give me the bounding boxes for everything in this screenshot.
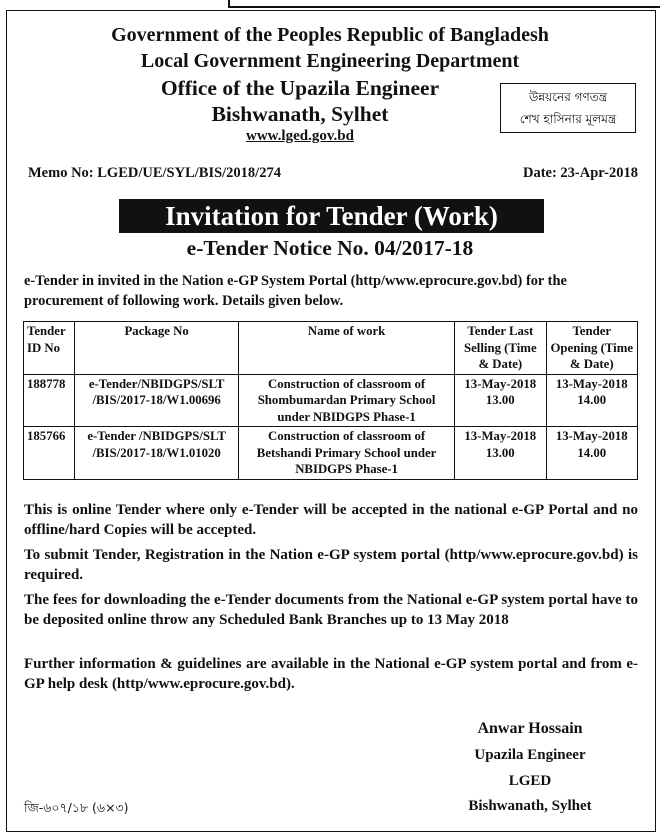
paragraph-fees: The fees for downloading the e-Tender documents from the National e-GP system portal have to be deposited online throw any Scheduled Bank Branches up to 13 May 2018	[24, 592, 638, 628]
notice-date: Date: 23-Apr-2018	[522, 165, 638, 181]
signatory-name: Anwar Hossain	[477, 720, 583, 737]
cell-tender-id: 185766	[24, 427, 75, 480]
tender-table	[23, 321, 638, 480]
cell-tender-id: 188778	[24, 374, 75, 427]
signatory-org: LGED	[508, 773, 552, 789]
invitation-banner: Invitation for Tender (Work)	[119, 199, 544, 233]
table-row	[24, 374, 638, 427]
slogan-line-1: উন্নয়নের গণতন্ত্র	[528, 90, 608, 104]
cell-name-of-work: Construction of classroom of Shombumardan Primary School under NBIDGPS Phase-1	[239, 374, 455, 427]
paragraph-further-info: Further information & guidelines are available in the National e-GP system portal and from e-GP help desk (http/www.eprocure.gov.bd).	[24, 656, 638, 692]
table-row	[24, 427, 638, 480]
slogan-box	[500, 83, 636, 133]
cell-package-no: e-Tender /NBIDGPS/SLT /BIS/2017-18/W1.01020	[75, 427, 239, 480]
ad-code: জি-৬০৭/১৮ (৬×৩)	[24, 800, 129, 815]
department-title: Local Government Engineering Department	[140, 50, 520, 72]
office-title: Office of the Upazila Engineer	[160, 76, 440, 100]
slogan-line-2: শেখ হাসিনার মূলমন্ত্র	[519, 112, 617, 126]
office-location: Bishwanath, Sylhet	[211, 102, 389, 126]
intro-text: e-Tender in invited in the Nation e-GP System Portal (http/www.eprocure.gov.bd) for the procurement of following work. Details given below.	[24, 273, 567, 309]
cell-name-of-work: Construction of classroom of Betshandi Primary School under NBIDGPS Phase-1	[239, 427, 455, 480]
signatory-designation: Upazila Engineer	[474, 747, 586, 763]
website-link[interactable]: www.lged.gov.bd	[246, 128, 354, 144]
paragraph-online-tender: This is online Tender where only e-Tender will be accepted in the national e-GP Portal and no offline/hard Copies will be accepted.	[24, 502, 638, 538]
notice-number: e-Tender Notice No. 04/2017-18	[186, 236, 474, 260]
col-name-of-work: Name of work	[239, 322, 455, 375]
signatory-location: Bishwanath, Sylhet	[468, 798, 592, 814]
cell-package-no: e-Tender/NBIDGPS/SLT /BIS/2017-18/W1.00696	[75, 374, 239, 427]
col-package-no: Package No	[75, 322, 239, 375]
cell-opening: 13-May-2018 14.00	[546, 374, 637, 427]
paragraph-registration: To submit Tender, Registration in the Nation e-GP system portal (http/www.eprocure.gov.bd) is required.	[24, 547, 638, 583]
col-last-selling: Tender Last Selling (Time & Date)	[455, 322, 546, 375]
memo-number: Memo No: LGED/UE/SYL/BIS/2018/274	[28, 165, 281, 181]
cell-last-selling: 13-May-2018 13.00	[455, 374, 546, 427]
govt-title: Government of the Peoples Republic of Bangladesh	[111, 24, 549, 46]
table-header-row	[24, 322, 638, 375]
col-opening: Tender Opening (Time & Date)	[546, 322, 637, 375]
cell-opening: 13-May-2018 14.00	[546, 427, 637, 480]
col-tender-id: Tender ID No	[24, 322, 75, 375]
cell-last-selling: 13-May-2018 13.00	[455, 427, 546, 480]
previous-ad-border	[228, 0, 660, 8]
